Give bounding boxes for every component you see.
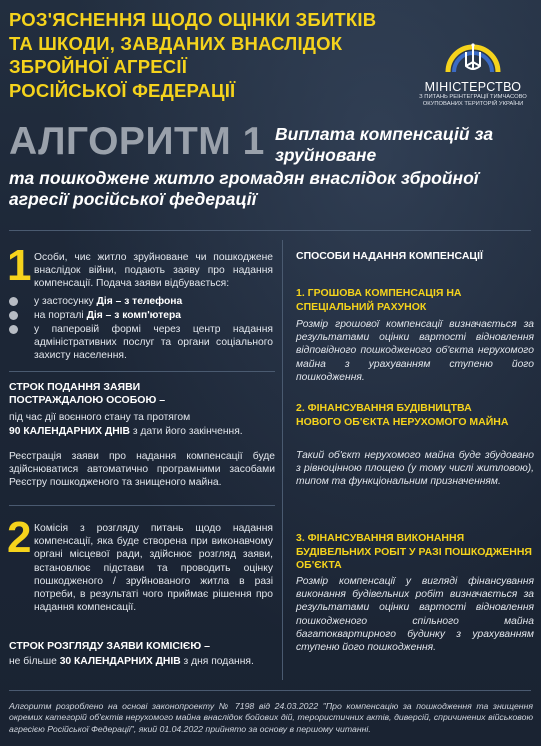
way-1-text: Розмір грошової компенсації визначається за результатами оцінки вартості відновлення відповідного пошкодженого об'єкта нерухомого майна з урахуванням ступеню його пошкодження. [296, 319, 534, 383]
ministry-subtitle-2: ОКУПОВАНИХ ТЕРИТОРІЙ УКРАЇНИ [422, 101, 524, 107]
ministry-name: МІНІСТЕРСТВО [424, 80, 522, 94]
title-line-3: ЗБРОЙНОЇ АГРЕСІЇ [9, 56, 187, 77]
top-divider [9, 230, 531, 231]
bullet-1-text: у застосунку [34, 296, 97, 307]
left-divider-2 [9, 505, 275, 506]
step-1-number: 1 [7, 241, 32, 290]
left-divider-1 [9, 371, 275, 372]
deadline-heading-line-2: ПОСТРАЖДАЛОЮ ОСОБОЮ – [9, 394, 166, 406]
way-3-title: 3. ФІНАНСУВАННЯ ВИКОНАННЯ БУДІВЕЛЬНИХ РОБІТ У РАЗІ ПОШКОДЖЕННЯ ОБ'ЄКТА [296, 532, 532, 571]
ways-heading: СПОСОБИ НАДАННЯ КОМПЕНСАЦІЇ [296, 250, 483, 262]
bullet-1 [34, 295, 273, 308]
way-2-text: Такий об'єкт нерухомого майна буде збудовано з рівноцінною площею (у тому числі житловою), типом та функціональним призначенням. [296, 450, 534, 488]
review-highlight: 30 КАЛЕНДАРНИХ ДНІВ [59, 656, 181, 667]
review-heading: СТРОК РОЗГЛЯДУ ЗАЯВИ КОМІСІЄЮ – [9, 640, 210, 652]
ministry-subtitle-1: З ПИТАНЬ РЕІНТЕГРАЦІЇ ТИМЧАСОВО [419, 94, 527, 100]
bullet-dot-icon [9, 297, 18, 306]
deadline-heading [9, 381, 275, 407]
bullet-1-highlight: Дія – з телефона [96, 296, 183, 307]
title-line-2: ТА ШКОДИ, ЗАВДАНИХ ВНАСЛІДОК [9, 32, 343, 54]
footer-note: Алгоритм розроблено на основі законопроекту № 7198 від 24.03.2022 "Про компенсацію за пошкодження та знищення окремих категорій об'єктів нерухомого майна внаслідок бойових дій, терористичних актів, диверсій, спричинених військовою агресією Російської Федерації", який 01.04.2022 прийнято за основу в першому читанні. [9, 701, 533, 734]
deadline-text-2 [9, 425, 275, 438]
bullet-3: у паперовій формі через центр надання адміністративних послуг та органи соціального захисту населення. [34, 324, 273, 362]
way-3-text: Розмір компенсації у вигляді фінансування виконання будівельних робіт визначається за результатами оцінки вартості відновлення пошкодженого спільного майна багатоквартирного будинку з урахуванням ступеню його пошкодження. [296, 576, 534, 654]
algorithm-label: АЛГОРИТМ 1 [9, 120, 265, 163]
step-2-number: 2 [7, 513, 32, 562]
trident-icon [444, 38, 502, 78]
title-line-4: РОСІЙСЬКОЇ ФЕДЕРАЦІЇ [9, 79, 236, 101]
registration-text: Реєстрація заяви про надання компенсації буде здійснюватися автоматично програмними засобами Реєстру пошкодженого та знищеного майна. [9, 451, 275, 489]
bullet-dot-icon [9, 325, 18, 334]
deadline-heading-line-1: СТРОК ПОДАННЯ ЗАЯВИ [9, 381, 141, 393]
algorithm-subtitle-1: Виплата компенсацій за зруйноване [275, 124, 494, 165]
bullet-2-text: на порталі [34, 310, 87, 321]
way-2-title: 2. ФІНАНСУВАННЯ БУДІВНИЦТВА НОВОГО ОБ'ЄКТА НЕРУХОМОГО МАЙНА [296, 402, 509, 428]
review-prefix: не більше [9, 656, 60, 667]
review-text [9, 655, 275, 668]
ministry-logo [408, 38, 538, 108]
algorithm-subtitle-2: та пошкоджене житло громадян внаслідок збройної агресії російської федерації [9, 168, 479, 209]
deadline-text-1: під час дії воєнного стану та протягом [9, 412, 191, 423]
step-2-text: Комісія з розгляду питань щодо надання компенсації, яка буде створена при виконавчому органі місцевої ради, здійснює розгляд заяви, встановлює підстави та проводить оцінку пошкодженого / зруйнованого житла в разі потреби, в результаті чого приймає рішення про надання компенсації. [34, 523, 273, 614]
main-title [9, 8, 409, 102]
deadline-highlight: 90 КАЛЕНДАРНИХ ДНІВ [9, 426, 130, 437]
bullet-2 [34, 309, 273, 322]
review-suffix: з дня подання. [180, 656, 254, 667]
deadline-suffix: з дати його закінчення. [129, 426, 243, 437]
bullet-dot-icon [9, 311, 18, 320]
way-1-title: 1. ГРОШОВА КОМПЕНСАЦІЯ НА СПЕЦІАЛЬНИЙ РАХУНОК [296, 287, 462, 313]
title-line-1: РОЗ'ЯСНЕННЯ ЩОДО ОЦІНКИ ЗБИТКІВ [9, 9, 377, 30]
bottom-divider [9, 690, 531, 691]
bullet-2-highlight: Дія – з комп'ютера [86, 310, 181, 321]
step-1-text: Особи, чиє житло зруйноване чи пошкоджене внаслідок війни, подають заяву про надання компенсації. Подача заяви відбувається: [34, 252, 273, 290]
column-divider [282, 240, 283, 680]
